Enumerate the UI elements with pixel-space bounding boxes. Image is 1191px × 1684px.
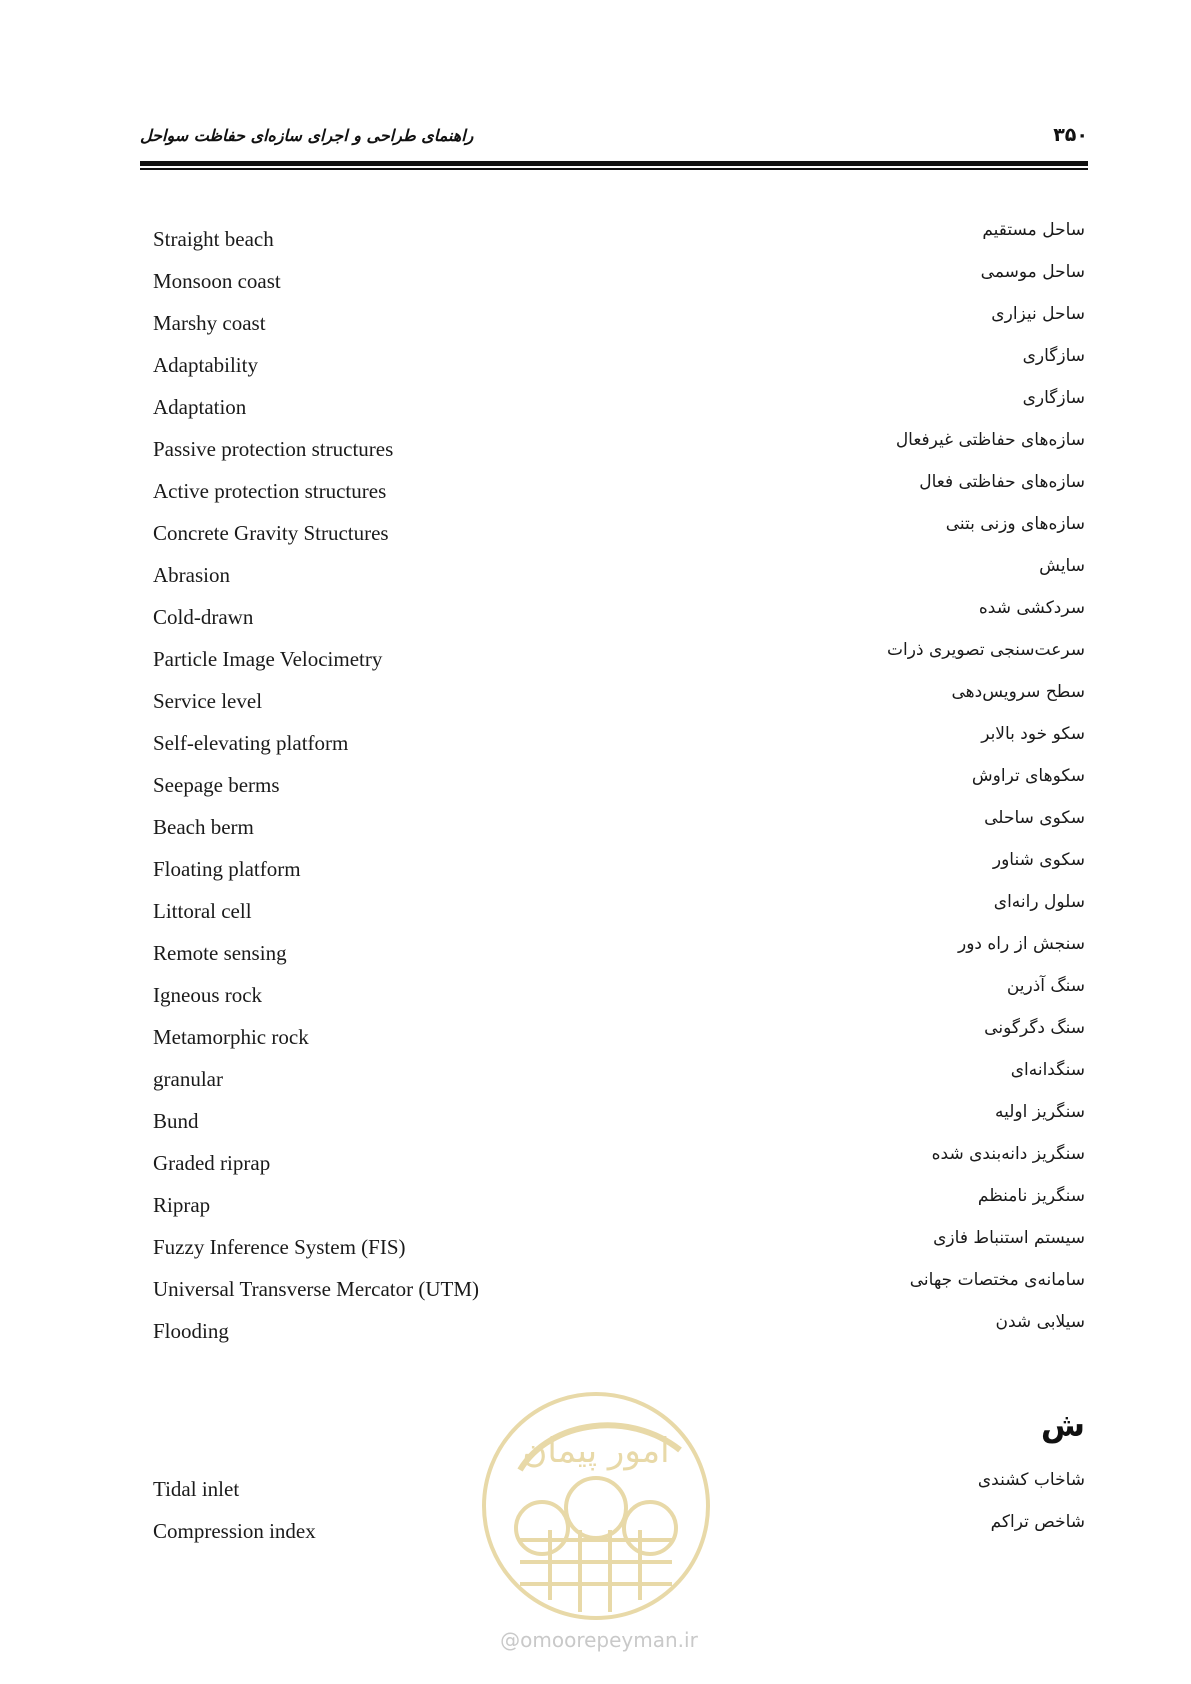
glossary-entry xyxy=(153,516,1085,558)
glossary-entry xyxy=(153,558,1085,600)
term-persian: سازگاری xyxy=(1022,388,1085,408)
term-persian: سرعت‌سنجی تصویری ذرات xyxy=(887,640,1085,660)
glossary-list xyxy=(153,222,1085,1356)
term-english: Seepage berms xyxy=(153,773,280,797)
term-persian: سنجش از راه دور xyxy=(958,934,1085,954)
term-english: Fuzzy Inference System (FIS) xyxy=(153,1235,406,1259)
page-number: ۳۵۰ xyxy=(1053,124,1088,146)
term-english: granular xyxy=(153,1067,223,1091)
glossary-entry xyxy=(153,894,1085,936)
term-english: Tidal inlet xyxy=(153,1477,240,1501)
term-persian: سنگ آذرین xyxy=(1006,976,1085,996)
glossary-entry xyxy=(153,222,1085,264)
term-persian: سکوی ساحلی xyxy=(984,808,1085,828)
term-english: Passive protection structures xyxy=(153,437,394,461)
watermark-logo xyxy=(480,1390,712,1622)
glossary-entry xyxy=(153,390,1085,432)
term-english: Abrasion xyxy=(153,563,230,587)
term-persian: ساحل مستقیم xyxy=(982,220,1085,240)
term-english: Adaptation xyxy=(153,395,247,419)
glossary-entry xyxy=(153,306,1085,348)
term-persian: سلول رانه‌ای xyxy=(993,892,1085,912)
term-english: Cold-drawn xyxy=(153,605,254,629)
term-english: Graded riprap xyxy=(153,1151,271,1175)
term-persian: سنگریز دانه‌بندی شده xyxy=(931,1144,1085,1164)
section-letter: ش xyxy=(1040,1406,1085,1444)
term-english: Remote sensing xyxy=(153,941,287,965)
term-persian: سنگریز نامنظم xyxy=(977,1186,1085,1206)
term-english: Igneous rock xyxy=(153,983,263,1007)
term-english: Monsoon coast xyxy=(153,269,281,293)
glossary-entry xyxy=(153,600,1085,642)
term-english: Bund xyxy=(153,1109,199,1133)
glossary-entry xyxy=(153,768,1085,810)
term-persian: شاخص تراکم xyxy=(990,1512,1085,1532)
term-persian: ساحل نیزاری xyxy=(991,304,1085,324)
glossary-entry xyxy=(153,1230,1085,1272)
glossary-entry xyxy=(153,1146,1085,1188)
term-persian: شاخاب کشندی xyxy=(977,1470,1085,1490)
term-persian: سازه‌های وزنی بتنی xyxy=(945,514,1085,534)
glossary-entry xyxy=(153,684,1085,726)
glossary-entry xyxy=(153,348,1085,390)
term-english: Littoral cell xyxy=(153,899,252,923)
glossary-entry xyxy=(153,474,1085,516)
term-persian: سیستم استنباط فازی xyxy=(933,1228,1085,1248)
term-persian: سکوی شناور xyxy=(992,850,1085,870)
glossary-entry xyxy=(153,978,1085,1020)
term-english: Metamorphic rock xyxy=(153,1025,309,1049)
term-english: Adaptability xyxy=(153,353,258,377)
term-english: Service level xyxy=(153,689,263,713)
term-english: Universal Transverse Mercator (UTM) xyxy=(153,1277,480,1301)
term-persian: سکو خود بالابر xyxy=(981,724,1085,744)
term-persian: ساحل موسمی xyxy=(980,262,1085,282)
term-persian: سایش xyxy=(1039,556,1085,576)
term-persian: سردکشی شده xyxy=(978,598,1085,618)
term-english: Beach berm xyxy=(153,815,254,839)
watermark-url: @omoorepeyman.ir xyxy=(500,1628,698,1652)
term-english: Compression index xyxy=(153,1519,316,1543)
glossary-entry xyxy=(153,810,1085,852)
glossary-entry xyxy=(153,1062,1085,1104)
glossary-entry xyxy=(153,726,1085,768)
glossary-entry xyxy=(153,936,1085,978)
glossary-entry xyxy=(153,264,1085,306)
page-header xyxy=(140,124,1088,154)
term-english: Concrete Gravity Structures xyxy=(153,521,389,545)
running-title: راهنمای طراحی و اجرای سازه‌ای حفاظت سواحل xyxy=(140,126,474,145)
term-persian: سکوهای تراوش xyxy=(971,766,1085,786)
header-rule-thin xyxy=(140,168,1088,170)
term-persian: سازگاری xyxy=(1022,346,1085,366)
watermark-logo-text: امور پیمان xyxy=(522,1431,670,1471)
term-persian: سنگدانه‌ای xyxy=(1010,1060,1085,1080)
term-persian: سازه‌های حفاظتی فعال xyxy=(919,472,1085,492)
glossary-entry xyxy=(153,1188,1085,1230)
term-english: Active protection structures xyxy=(153,479,387,503)
term-english: Riprap xyxy=(153,1193,211,1217)
term-persian: سازه‌های حفاظتی غیرفعال xyxy=(895,430,1085,450)
term-english: Marshy coast xyxy=(153,311,266,335)
glossary-entry xyxy=(153,1272,1085,1314)
term-english: Self-elevating platform xyxy=(153,731,349,755)
term-persian: سطح سرویس‌دهی xyxy=(951,682,1085,702)
glossary-entry xyxy=(153,852,1085,894)
glossary-entry xyxy=(153,1314,1085,1356)
glossary-entry xyxy=(153,1104,1085,1146)
header-rule-thick xyxy=(140,161,1088,166)
term-english: Particle Image Velocimetry xyxy=(153,647,383,671)
term-persian: سامانه‌ی مختصات جهانی xyxy=(909,1270,1085,1290)
term-english: Straight beach xyxy=(153,227,274,251)
term-persian: سیلابی شدن xyxy=(995,1312,1085,1332)
term-persian: سنگ دگرگونی xyxy=(984,1018,1085,1038)
glossary-entry xyxy=(153,432,1085,474)
term-english: Flooding xyxy=(153,1319,229,1343)
glossary-entry xyxy=(153,642,1085,684)
term-english: Floating platform xyxy=(153,857,301,881)
glossary-entry xyxy=(153,1020,1085,1062)
term-persian: سنگریز اولیه xyxy=(994,1102,1085,1122)
